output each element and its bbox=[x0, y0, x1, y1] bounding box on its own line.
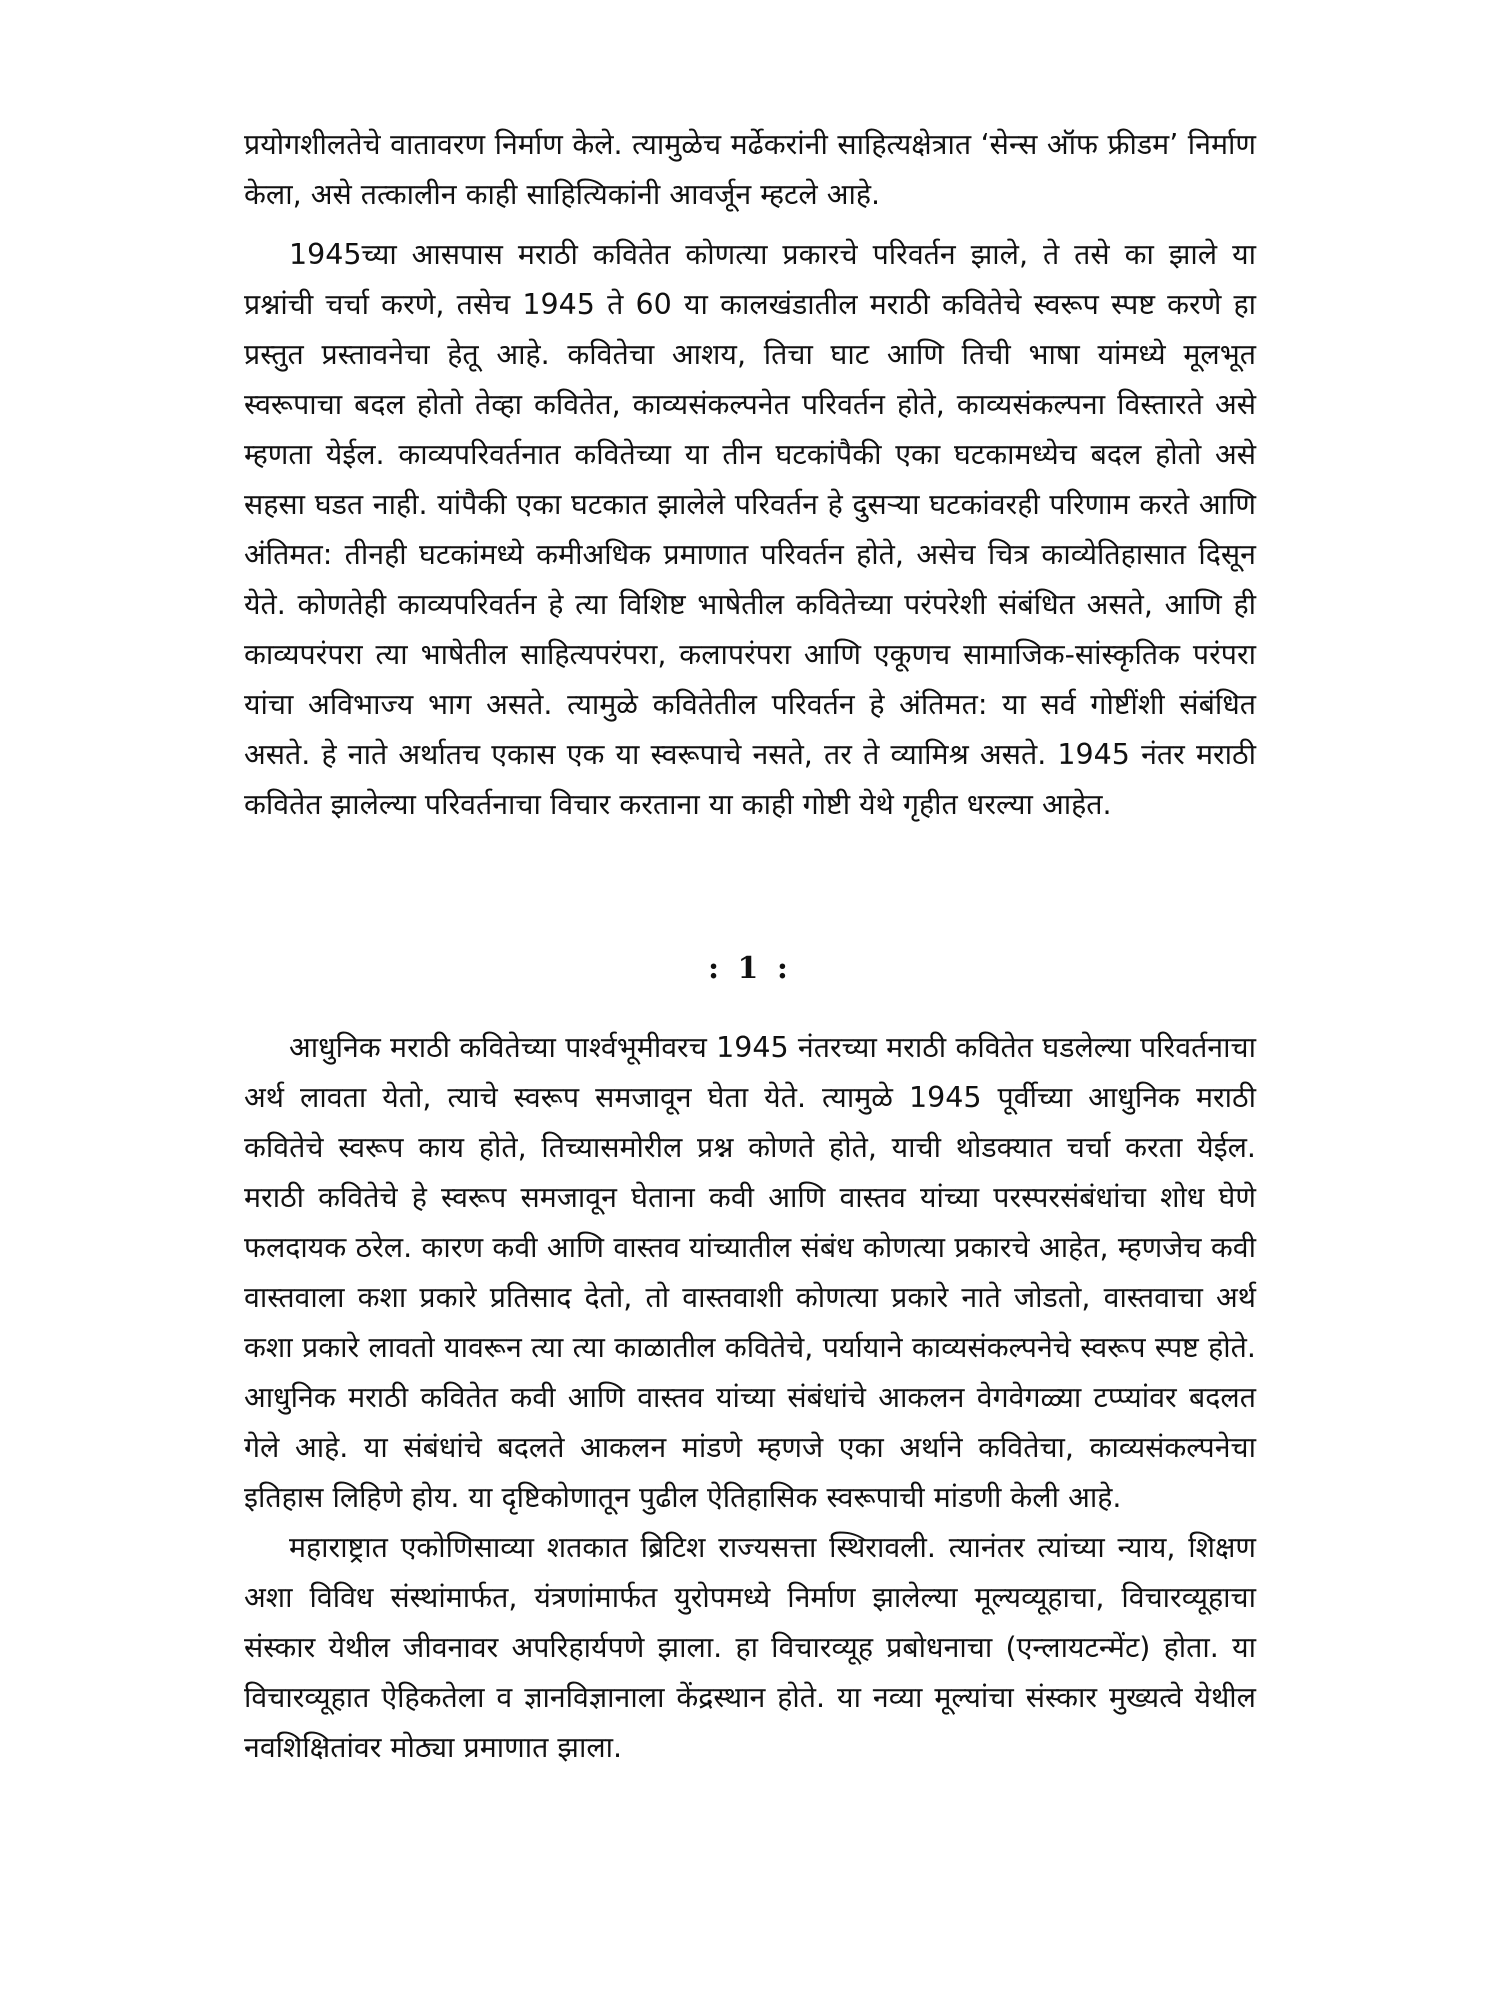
text-block-top bbox=[244, 120, 1256, 830]
section1-paragraph-1: आधुनिक मराठी कवितेच्या पार्श्वभूमीवरच 1945 नंतरच्या मराठी कवितेत घडलेल्या परिवर्तनाचा अर्थ लावता येतो, त्याचे स्वरूप समजावून घेता येते. त्यामुळे 1945 पूर्वीच्या आधुनिक मराठी कवितेचे स्वरूप काय होते, तिच्यासमोरील प्रश्न कोणते होते, याची थोडक्यात चर्चा करता येईल. मराठी कवितेचे हे स्वरूप समजावून घेताना कवी आणि वास्तव यांच्या परस्परसंबंधांचा शोध घेणे फलदायक ठरेल. कारण कवी आणि वास्तव यांच्यातील संबंध कोणत्या प्रकारचे आहेत, म्हणजेच कवी वास्तवाला कशा प्रकारे प्रतिसाद देतो, तो वास्तवाशी कोणत्या प्रकारे नाते जोडतो, वास्तवाचा अर्थ कशा प्रकारे लावतो यावरून त्या त्या काळातील कवितेचे, पर्यायाने काव्यसंकल्पनेचे स्वरूप स्पष्ट होते. आधुनिक मराठी कवितेत कवी आणि वास्तव यांच्या संबंधांचे आकलन वेगवेगळ्या टप्प्यांवर बदलत गेले आहे. या संबंधांचे बदलते आकलन मांडणे म्हणजे एका अर्थाने कवितेचा, काव्यसंकल्पनेचा इतिहास लिहिणे होय. या दृष्टिकोणातून पुढील ऐतिहासिक स्वरूपाची मांडणी केली आहे. bbox=[244, 1031, 1256, 1514]
intro-continuation-paragraph: प्रयोगशीलतेचे वातावरण निर्माण केले. त्यामुळेच मर्ढेकरांनी साहित्यक्षेत्रात ‘सेन्स ऑफ फ्रीडम’ निर्माण केला, असे तत्कालीन काही साहित्यिकांनी आवर्जून म्हटले आहे. bbox=[244, 128, 1256, 211]
text-block-bottom bbox=[244, 1023, 1256, 1773]
section-number-heading: : 1 : bbox=[708, 951, 792, 986]
purpose-paragraph: 1945च्या आसपास मराठी कवितेत कोणत्या प्रकारचे परिवर्तन झाले, ते तसे का झाले या प्रश्नांची चर्चा करणे, तसेच 1945 ते 60 या कालखंडातील मराठी कवितेचे स्वरूप स्पष्ट करणे हा प्रस्तुत प्रस्तावनेचा हेतू आहे. कवितेचा आशय, तिचा घाट आणि तिची भाषा यांमध्ये मूलभूत स्वरूपाचा बदल होतो तेव्हा कवितेत, काव्यसंकल्पनेत परिवर्तन होते, काव्यसंकल्पना विस्तारते असे म्हणता येईल. काव्यपरिवर्तनात कवितेच्या या तीन घटकांपैकी एका घटकामध्येच बदल होतो असे सहसा घडत नाही. यांपैकी एका घटकात झालेले परिवर्तन हे दुसऱ्या घटकांवरही परिणाम करते आणि अंतिमत: तीनही घटकांमध्ये कमीअधिक प्रमाणात परिवर्तन होते, असेच चित्र काव्येतिहासात दिसून येते. कोणतेही काव्यपरिवर्तन हे त्या विशिष्ट भाषेतील कवितेच्या परंपरेशी संबंधित असते, आणि ही काव्यपरंपरा त्या भाषेतील साहित्यपरंपरा, कलापरंपरा आणि एकूणच सामाजिक-सांस्कृतिक परंपरा यांचा अविभाज्य भाग असते. त्यामुळे कवितेतील परिवर्तन हे अंतिमत: या सर्व गोष्टींशी संबंधित असते. हे नाते अर्थातच एकास एक या स्वरूपाचे नसते, तर ते व्यामिश्र असते. 1945 नंतर मराठी कवितेत झालेल्या परिवर्तनाचा विचार करताना या काही गोष्टी येथे गृहीत धरल्या आहेत. bbox=[244, 238, 1256, 821]
section1-paragraph-2: महाराष्ट्रात एकोणिसाव्या शतकात ब्रिटिश राज्यसत्ता स्थिरावली. त्यानंतर त्यांच्या न्याय, शिक्षण अशा विविध संस्थांमार्फत, यंत्रणांमार्फत युरोपमध्ये निर्माण झालेल्या मूल्यव्यूहाचा, विचारव्यूहाचा संस्कार येथील जीवनावर अपरिहार्यपणे झाला. हा विचारव्यूह प्रबोधनाचा (एन्लायटन्मेंट) होता. या विचारव्यूहात ऐहिकतेला व ज्ञानविज्ञानाला केंद्रस्थान होते. या नव्या मूल्यांचा संस्कार मुख्यत्वे येथील नवशिक्षितांवर मोठ्या प्रमाणात झाला. bbox=[244, 1531, 1256, 1764]
